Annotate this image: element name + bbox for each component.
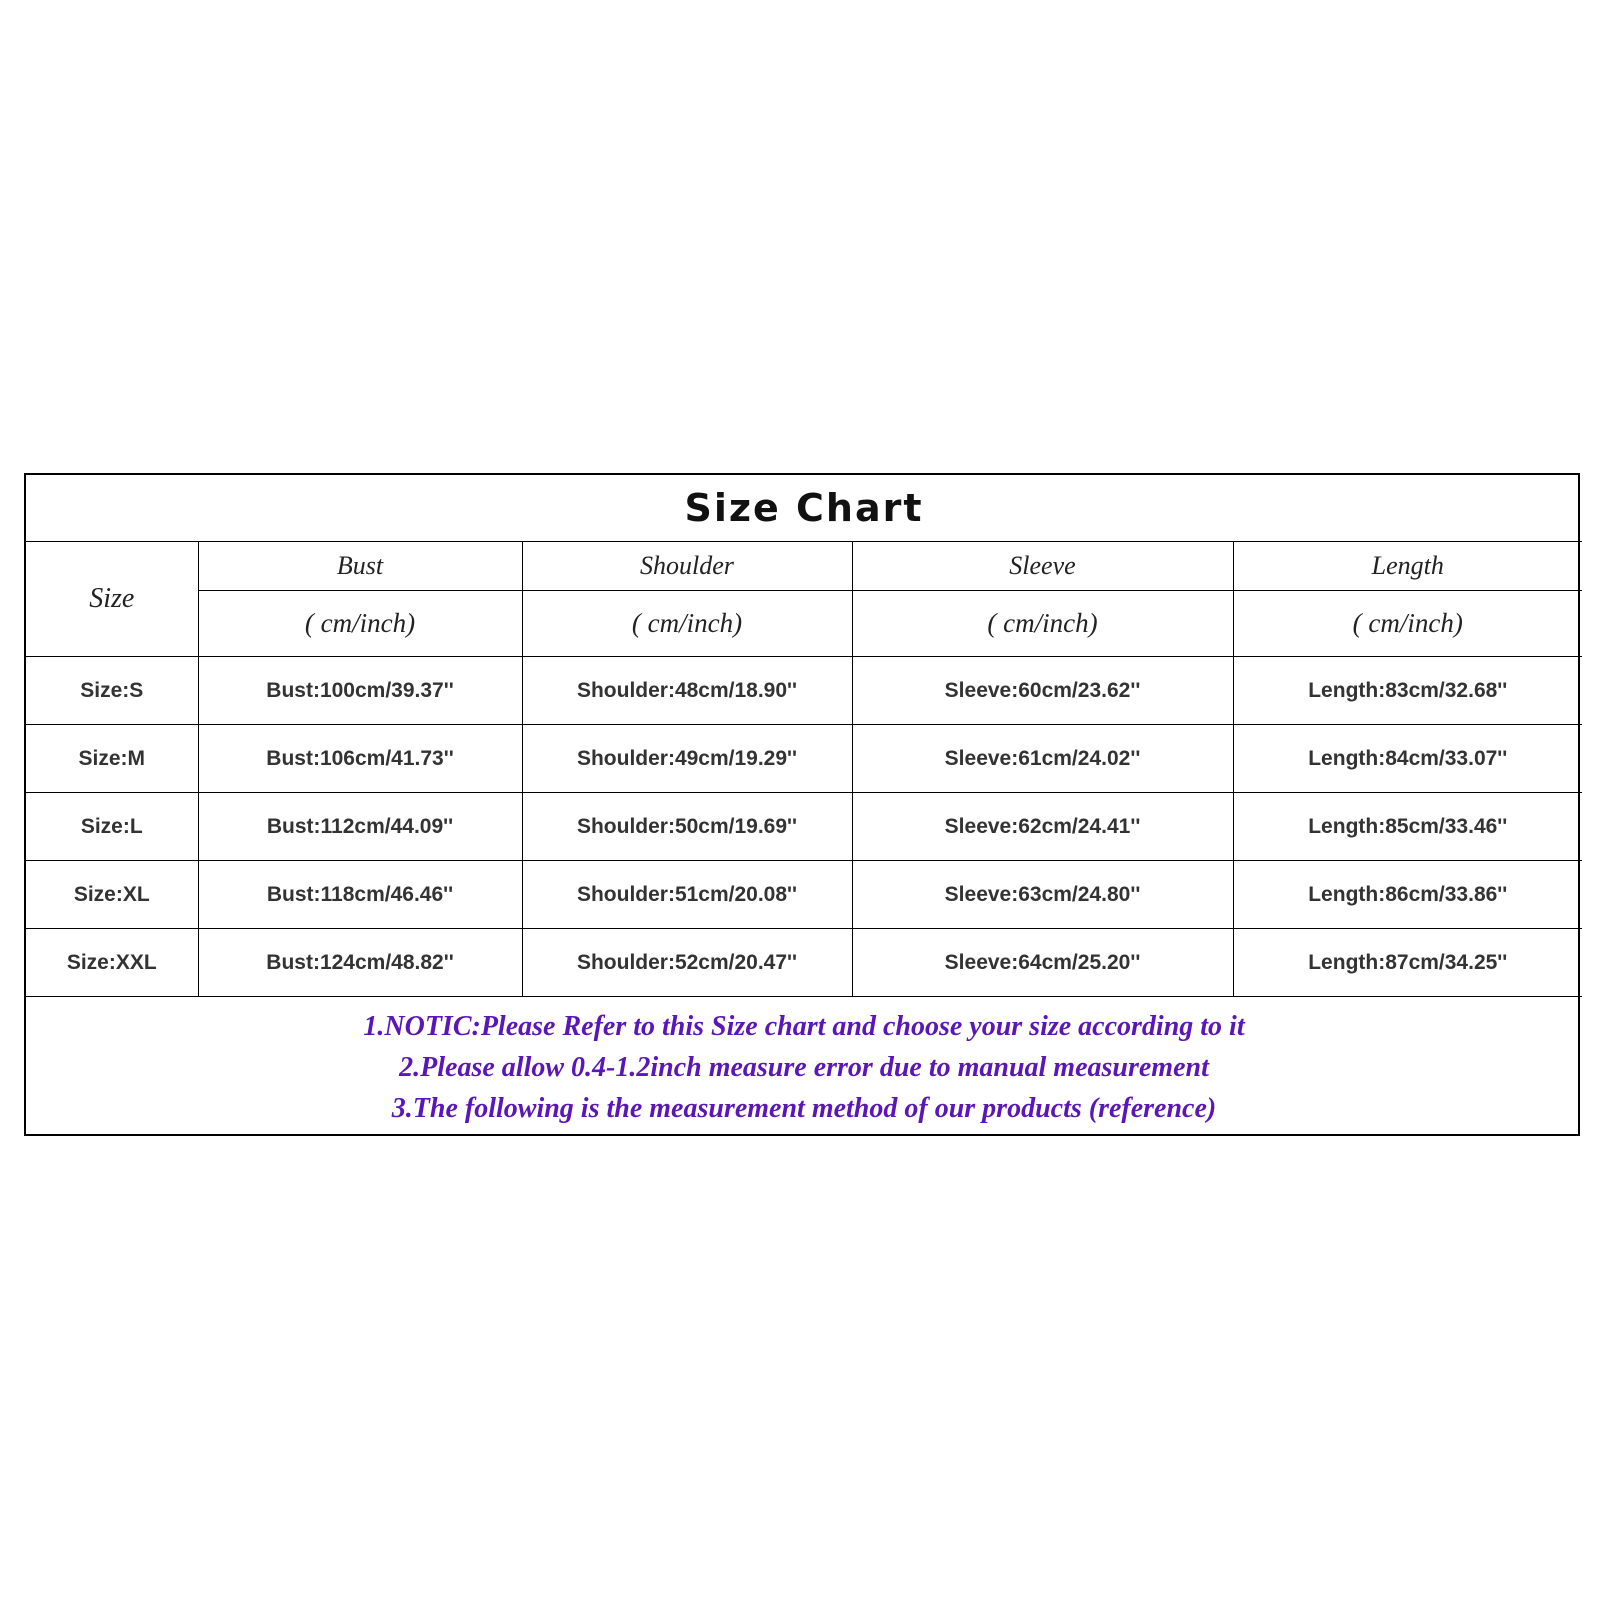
chart-title: Size Chart (26, 475, 1582, 542)
length-value-cell: Length:87cm/34.25'' (1233, 929, 1582, 997)
shoulder-unit-label: ( cm/inch) (522, 591, 852, 657)
shoulder-value-cell: Shoulder:51cm/20.08'' (522, 861, 852, 929)
length-value-cell: Length:83cm/32.68'' (1233, 657, 1582, 725)
length-unit-label: ( cm/inch) (1233, 591, 1582, 657)
length-value-cell: Length:85cm/33.46'' (1233, 793, 1582, 861)
table-row (26, 793, 1582, 861)
note-line-3: 3.The following is the measurement method of our products (reference) (391, 1093, 1217, 1124)
sleeve-value-cell: Sleeve:62cm/24.41'' (852, 793, 1233, 861)
sleeve-unit-label: ( cm/inch) (852, 591, 1233, 657)
size-label-cell: Size:M (26, 725, 198, 793)
size-chart (24, 473, 1580, 1136)
sleeve-value-cell: Sleeve:63cm/24.80'' (852, 861, 1233, 929)
bust-value-cell: Bust:124cm/48.82'' (198, 929, 522, 997)
bust-value-cell: Bust:100cm/39.37'' (198, 657, 522, 725)
shoulder-value-cell: Shoulder:52cm/20.47'' (522, 929, 852, 997)
size-label-cell: Size:L (26, 793, 198, 861)
length-value-cell: Length:84cm/33.07'' (1233, 725, 1582, 793)
bust-value-cell: Bust:118cm/46.46'' (198, 861, 522, 929)
size-label-cell: Size:XXL (26, 929, 198, 997)
notes-section (26, 997, 1582, 1139)
size-label-cell: Size:S (26, 657, 198, 725)
bust-value-cell: Bust:106cm/41.73'' (198, 725, 522, 793)
sleeve-value-cell: Sleeve:64cm/25.20'' (852, 929, 1233, 997)
note-line-2: 2.Please allow 0.4-1.2inch measure error due to manual measurement (399, 1052, 1209, 1083)
table-row (26, 861, 1582, 929)
size-chart-table (26, 475, 1582, 1138)
size-column-header: Size (26, 542, 198, 657)
bust-unit-label: ( cm/inch) (198, 591, 522, 657)
note-line-1: 1.NOTIC:Please Refer to this Size chart and choose your size according to it (363, 1011, 1245, 1042)
sleeve-value-cell: Sleeve:61cm/24.02'' (852, 725, 1233, 793)
sleeve-value-cell: Sleeve:60cm/23.62'' (852, 657, 1233, 725)
table-row (26, 929, 1582, 997)
size-label-cell: Size:XL (26, 861, 198, 929)
shoulder-value-cell: Shoulder:49cm/19.29'' (522, 725, 852, 793)
shoulder-value-cell: Shoulder:48cm/18.90'' (522, 657, 852, 725)
table-row (26, 657, 1582, 725)
shoulder-value-cell: Shoulder:50cm/19.69'' (522, 793, 852, 861)
shoulder-column-header: Shoulder (522, 542, 852, 591)
bust-column-header: Bust (198, 542, 522, 591)
sleeve-column-header: Sleeve (852, 542, 1233, 591)
bust-value-cell: Bust:112cm/44.09'' (198, 793, 522, 861)
length-value-cell: Length:86cm/33.86'' (1233, 861, 1582, 929)
length-column-header: Length (1233, 542, 1582, 591)
table-row (26, 725, 1582, 793)
